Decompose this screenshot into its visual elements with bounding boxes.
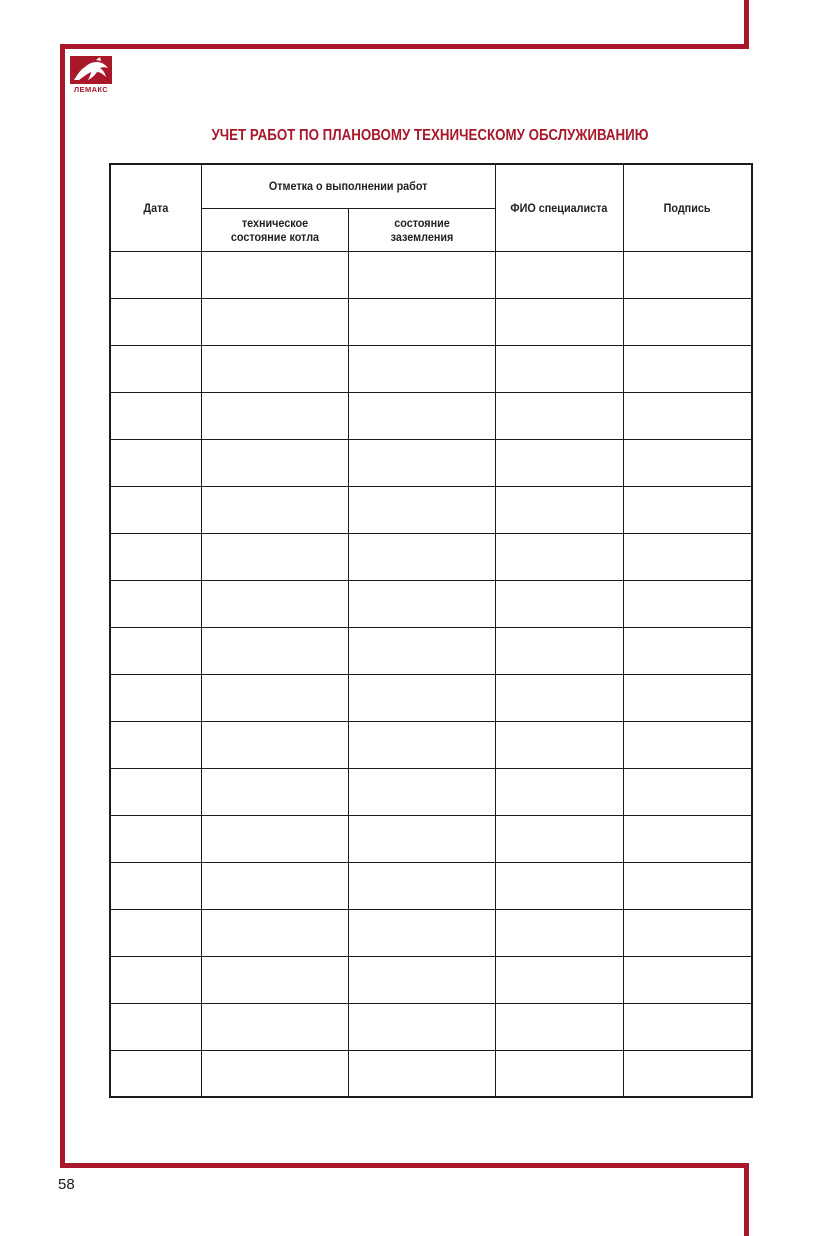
cell-specialist-name[interactable] xyxy=(495,815,623,862)
cell-signature[interactable] xyxy=(623,392,752,439)
cell-date[interactable] xyxy=(110,721,201,768)
table-row xyxy=(110,1050,752,1097)
cell-specialist-name[interactable] xyxy=(495,345,623,392)
cell-boiler-condition[interactable] xyxy=(201,815,348,862)
page-number: 58 xyxy=(58,1176,75,1193)
table-row xyxy=(110,768,752,815)
cell-boiler-condition[interactable] xyxy=(201,251,348,298)
table-row xyxy=(110,956,752,1003)
cell-signature[interactable] xyxy=(623,345,752,392)
cell-date[interactable] xyxy=(110,1003,201,1050)
table-row xyxy=(110,674,752,721)
cell-boiler-condition[interactable] xyxy=(201,862,348,909)
log-body xyxy=(110,251,752,1097)
cell-specialist-name[interactable] xyxy=(495,533,623,580)
cell-date[interactable] xyxy=(110,862,201,909)
cell-specialist-name[interactable] xyxy=(495,1050,623,1097)
cell-boiler-condition[interactable] xyxy=(201,345,348,392)
cell-boiler-condition[interactable] xyxy=(201,580,348,627)
cell-date[interactable] xyxy=(110,956,201,1003)
cell-date[interactable] xyxy=(110,298,201,345)
cell-grounding-condition[interactable] xyxy=(348,486,495,533)
frame-top-right-stub xyxy=(744,0,749,48)
table-row xyxy=(110,580,752,627)
cell-grounding-condition[interactable] xyxy=(348,580,495,627)
cell-boiler-condition[interactable] xyxy=(201,768,348,815)
cell-date[interactable] xyxy=(110,627,201,674)
cell-grounding-condition[interactable] xyxy=(348,862,495,909)
cell-specialist-name[interactable] xyxy=(495,674,623,721)
cell-boiler-condition[interactable] xyxy=(201,533,348,580)
cell-signature[interactable] xyxy=(623,956,752,1003)
cell-date[interactable] xyxy=(110,533,201,580)
cell-specialist-name[interactable] xyxy=(495,1003,623,1050)
cell-boiler-condition[interactable] xyxy=(201,1003,348,1050)
cell-specialist-name[interactable] xyxy=(495,768,623,815)
cell-signature[interactable] xyxy=(623,862,752,909)
logo-text: ЛЕМАКС xyxy=(73,85,109,94)
cell-specialist-name[interactable] xyxy=(495,627,623,674)
cell-signature[interactable] xyxy=(623,909,752,956)
cell-boiler-condition[interactable] xyxy=(201,674,348,721)
cell-grounding-condition[interactable] xyxy=(348,392,495,439)
cell-signature[interactable] xyxy=(623,439,752,486)
cell-boiler-condition[interactable] xyxy=(201,1050,348,1097)
cell-grounding-condition[interactable] xyxy=(348,956,495,1003)
frame-left-border xyxy=(60,44,65,1168)
cell-specialist-name[interactable] xyxy=(495,580,623,627)
cell-date[interactable] xyxy=(110,674,201,721)
cell-date[interactable] xyxy=(110,251,201,298)
table-row xyxy=(110,298,752,345)
cell-signature[interactable] xyxy=(623,674,752,721)
table-row xyxy=(110,486,752,533)
table-row xyxy=(110,909,752,956)
cell-grounding-condition[interactable] xyxy=(348,909,495,956)
cell-signature[interactable] xyxy=(623,627,752,674)
cell-signature[interactable] xyxy=(623,1050,752,1097)
cell-specialist-name[interactable] xyxy=(495,956,623,1003)
cell-boiler-condition[interactable] xyxy=(201,392,348,439)
cell-signature[interactable] xyxy=(623,768,752,815)
cell-grounding-condition[interactable] xyxy=(348,345,495,392)
table-row xyxy=(110,627,752,674)
table-row xyxy=(110,815,752,862)
frame-bottom-border xyxy=(60,1163,749,1168)
cell-grounding-condition[interactable] xyxy=(348,674,495,721)
cell-date[interactable] xyxy=(110,815,201,862)
cell-date[interactable] xyxy=(110,486,201,533)
table-row xyxy=(110,345,752,392)
cell-grounding-condition[interactable] xyxy=(348,627,495,674)
table-row xyxy=(110,862,752,909)
header-grounding-condition: состояние заземления xyxy=(348,208,495,251)
cell-grounding-condition[interactable] xyxy=(348,533,495,580)
cell-boiler-condition[interactable] xyxy=(201,627,348,674)
header-boiler-condition: техническое состояние котла xyxy=(201,208,348,251)
cell-signature[interactable] xyxy=(623,815,752,862)
cell-specialist-name[interactable] xyxy=(495,439,623,486)
maintenance-log-table xyxy=(109,163,753,1098)
cell-date[interactable] xyxy=(110,345,201,392)
cell-grounding-condition[interactable] xyxy=(348,298,495,345)
cell-grounding-condition[interactable] xyxy=(348,768,495,815)
cell-signature[interactable] xyxy=(623,1003,752,1050)
cell-specialist-name[interactable] xyxy=(495,721,623,768)
cell-grounding-condition[interactable] xyxy=(348,1003,495,1050)
cell-boiler-condition[interactable] xyxy=(201,909,348,956)
cell-specialist-name[interactable] xyxy=(495,486,623,533)
cell-specialist-name[interactable] xyxy=(495,392,623,439)
cell-grounding-condition[interactable] xyxy=(348,1050,495,1097)
header-work-mark: Отметка о выполнении работ xyxy=(201,164,495,208)
cell-boiler-condition[interactable] xyxy=(201,486,348,533)
cell-boiler-condition[interactable] xyxy=(201,439,348,486)
table-row xyxy=(110,251,752,298)
table-row xyxy=(110,533,752,580)
cell-date[interactable] xyxy=(110,392,201,439)
cell-date[interactable] xyxy=(110,909,201,956)
cell-signature[interactable] xyxy=(623,580,752,627)
header-signature: Подпись xyxy=(623,164,752,251)
header-specialist-name: ФИО специалиста xyxy=(495,164,623,251)
cell-grounding-condition[interactable] xyxy=(348,815,495,862)
table-row xyxy=(110,439,752,486)
header-date: Дата xyxy=(110,164,201,251)
frame-top-border xyxy=(60,44,749,49)
cell-specialist-name[interactable] xyxy=(495,862,623,909)
lemax-logo xyxy=(70,56,112,92)
cell-date[interactable] xyxy=(110,768,201,815)
cell-boiler-condition[interactable] xyxy=(201,721,348,768)
cell-specialist-name[interactable] xyxy=(495,298,623,345)
cell-grounding-condition[interactable] xyxy=(348,251,495,298)
table-row xyxy=(110,1003,752,1050)
cell-grounding-condition[interactable] xyxy=(348,721,495,768)
cell-signature[interactable] xyxy=(623,533,752,580)
cell-specialist-name[interactable] xyxy=(495,909,623,956)
cell-signature[interactable] xyxy=(623,486,752,533)
cell-signature[interactable] xyxy=(623,721,752,768)
cell-date[interactable] xyxy=(110,580,201,627)
cell-specialist-name[interactable] xyxy=(495,251,623,298)
cell-signature[interactable] xyxy=(623,298,752,345)
page-title: УЧЕТ РАБОТ ПО ПЛАНОВОМУ ТЕХНИЧЕСКОМУ ОБСЛУЖИВАНИЮ xyxy=(211,127,649,144)
cell-date[interactable] xyxy=(110,439,201,486)
table-row xyxy=(110,721,752,768)
horse-logo-icon xyxy=(70,56,112,84)
table-row xyxy=(110,392,752,439)
cell-boiler-condition[interactable] xyxy=(201,298,348,345)
cell-boiler-condition[interactable] xyxy=(201,956,348,1003)
cell-signature[interactable] xyxy=(623,251,752,298)
cell-date[interactable] xyxy=(110,1050,201,1097)
frame-bottom-right-stub xyxy=(744,1163,749,1236)
cell-grounding-condition[interactable] xyxy=(348,439,495,486)
